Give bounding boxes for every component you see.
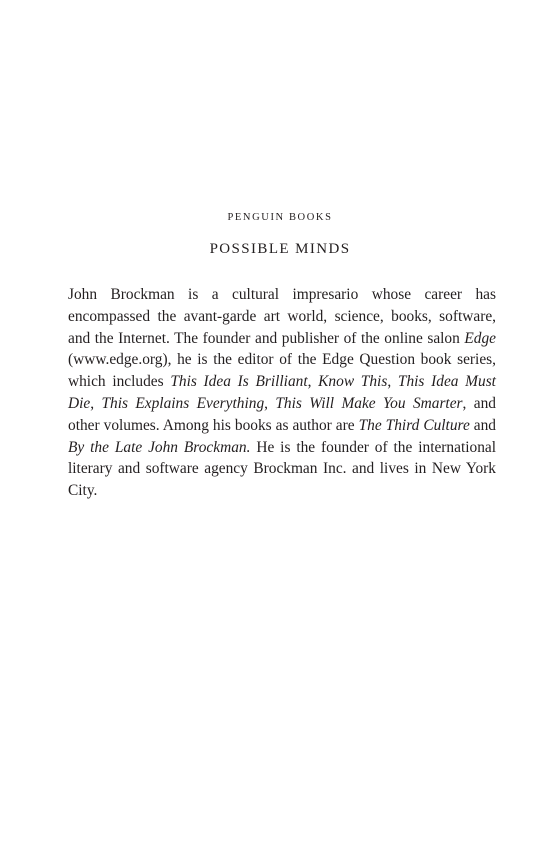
bio-separator: , bbox=[307, 373, 319, 391]
bio-book-title: The Third Culture bbox=[358, 416, 470, 434]
bio-book-title: This Will Make You Smarter bbox=[275, 394, 463, 412]
publisher-name: PENGUIN BOOKS bbox=[227, 212, 333, 223]
bio-book-title: This Idea Must Die bbox=[68, 373, 496, 412]
bio-text: and bbox=[469, 416, 496, 434]
bio-separator: , bbox=[90, 394, 102, 412]
bio-text: He is the founder of the international literary and software agency Brockman Inc. and lives in New York City. bbox=[68, 438, 496, 500]
bio-book-title: This Idea Is Brilliant bbox=[170, 373, 308, 391]
bio-book-title: By the Late John Brockman. bbox=[68, 438, 251, 456]
bio-title-edge: Edge bbox=[464, 329, 496, 347]
bio-book-title: This Explains Everything bbox=[101, 394, 265, 412]
bio-text: John Brockman is a cultural impresario whose career has encompassed the avant-garde art world, science, books, software, and the Internet. The founder and publisher of the online salon bbox=[68, 286, 496, 347]
bio-text: , and other volumes. Among his books as author are bbox=[68, 394, 496, 434]
bio-separator: , bbox=[264, 394, 276, 412]
bio-separator: , bbox=[387, 373, 398, 391]
author-bio bbox=[68, 284, 496, 502]
bio-text: (www.edge.org), he is the editor of the Edge Question book series, which includes bbox=[68, 351, 496, 391]
bio-book-title: Know This bbox=[318, 373, 388, 391]
book-title: POSSIBLE MINDS bbox=[209, 241, 351, 257]
